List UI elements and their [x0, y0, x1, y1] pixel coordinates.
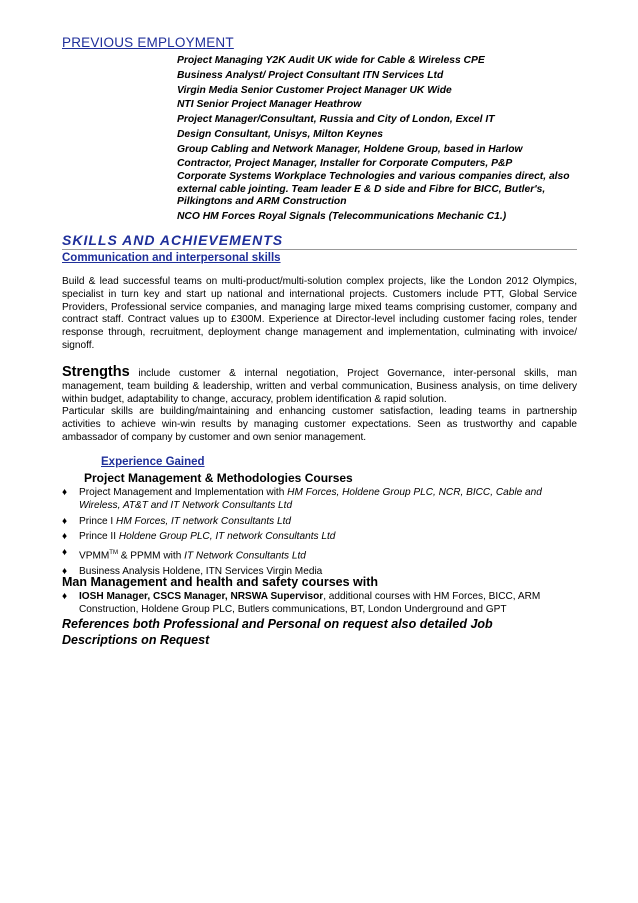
employment-item: Design Consultant, Unisys, Milton Keynes: [177, 128, 383, 140]
strengths-paragraph: [62, 366, 577, 406]
particular-skills-paragraph: Particular skills are building/maintaining and enhancing customer satisfaction, leading teams in partnership activities to achieve win-win results by managing customer expectations. Seen as trustworthy and capable ambassador of company by customer and own senior management.: [62, 406, 577, 443]
employment-item: Corporate Systems Workplace Technologies and various companies direct, also external cable jointing. Team leader E & D side and Fibre for BICC, Butler's, Pilkingtons and ARM Construction: [177, 171, 570, 208]
list-item: [62, 516, 577, 529]
communication-heading: Communication and interpersonal skills: [62, 252, 281, 264]
list-item: [62, 547, 577, 563]
courses-list: [62, 487, 577, 582]
previous-employment-heading: PREVIOUS EMPLOYMENT: [62, 35, 234, 50]
diamond-bullet-icon: ♦: [62, 566, 68, 578]
course-providers: HM Forces, IT network Consultants Ltd: [116, 515, 292, 527]
experience-heading: Experience Gained: [101, 456, 205, 468]
additional-courses: , additional courses with HM Forces, BICC, ARM Construction, Holdene Group PLC, Butlers communications, BT, London Underground and GPT: [79, 591, 541, 615]
certifications: IOSH Manager, CSCS Manager, NRSWA Supervisor: [79, 591, 324, 602]
employment-item: Business Analyst/ Project Consultant ITN Services Ltd: [177, 69, 444, 81]
list-item: [62, 591, 577, 617]
courses-heading: Project Management & Methodologies Courses: [84, 471, 353, 485]
course-text: & PPMM with: [117, 550, 185, 562]
diamond-bullet-icon: ♦: [62, 591, 68, 602]
skills-heading: SKILLS AND ACHIEVEMENTS: [62, 232, 577, 250]
employment-item: Project Manager/Consultant, Russia and City of London, Excel IT: [177, 114, 495, 126]
employment-item: NTI Senior Project Manager Heathrow: [177, 99, 362, 111]
employment-item: Project Managing Y2K Audit UK wide for Cable & Wireless CPE: [177, 55, 485, 66]
course-text: Prince II: [79, 531, 119, 543]
employment-item: Virgin Media Senior Customer Project Manager UK Wide: [177, 84, 452, 96]
course-providers: Holdene Group PLC, IT network Consultants Ltd: [118, 531, 336, 543]
course-text: Project Management and Implementation with: [79, 487, 288, 498]
course-text: VPMM: [79, 550, 110, 562]
employment-item: Group Cabling and Network Manager, Holdene Group, based in Harlow: [177, 143, 523, 155]
list-item: [62, 487, 577, 513]
list-item: [62, 531, 577, 544]
diamond-bullet-icon: ♦: [62, 531, 68, 543]
references-note: References both Professional and Personal on request also detailed Job Descriptions on Request: [62, 617, 493, 647]
diamond-bullet-icon: ♦: [62, 515, 68, 527]
strengths-label: Strengths: [62, 364, 130, 380]
course-providers: HM Forces, Holdene Group PLC, NCR, BICC, Cable and Wireless, AT&T and IT Network Consultants Ltd: [79, 487, 542, 511]
diamond-bullet-icon: ♦: [62, 487, 68, 498]
course-text: Business Analysis Holdene, ITN Services Virgin Media: [79, 566, 323, 578]
diamond-bullet-icon: ♦: [62, 547, 68, 559]
course-providers: IT Network Consultants Ltd: [184, 550, 306, 562]
man-management-list: [62, 591, 577, 617]
course-text: Prince I: [79, 515, 117, 527]
employment-item: NCO HM Forces Royal Signals (Telecommunications Mechanic C1.): [177, 211, 507, 223]
employment-list: [177, 55, 577, 226]
trademark-mark: TM: [109, 550, 118, 557]
man-management-heading: Man Management and health and safety courses with: [62, 575, 379, 589]
strengths-text: include customer & internal negotiation, Project Governance, inter-personal skills, man management, team building & leadership, written and verbal communication, Business analysis, on time delivery within budget, adaptability to change, accuracy, problem identification & rapid solution.: [62, 368, 577, 405]
communication-paragraph: Build & lead successful teams on multi-product/multi-solution complex projects, like the London 2012 Olympics, specialist in turn key and start up national and international projects. Customers include PTT, Global Service Providers, Professional service companies, and managing large mixed teams comprising customer, company and contract staff. Contract values up to £300M. Experience at Director-level including customer facing roles, tender response through, recruitment, deployment change management and implementation, culminating with invoice/ signoff.: [62, 276, 577, 351]
employment-item: Contractor, Project Manager, Installer for Corporate Computers, P&P: [177, 158, 513, 170]
